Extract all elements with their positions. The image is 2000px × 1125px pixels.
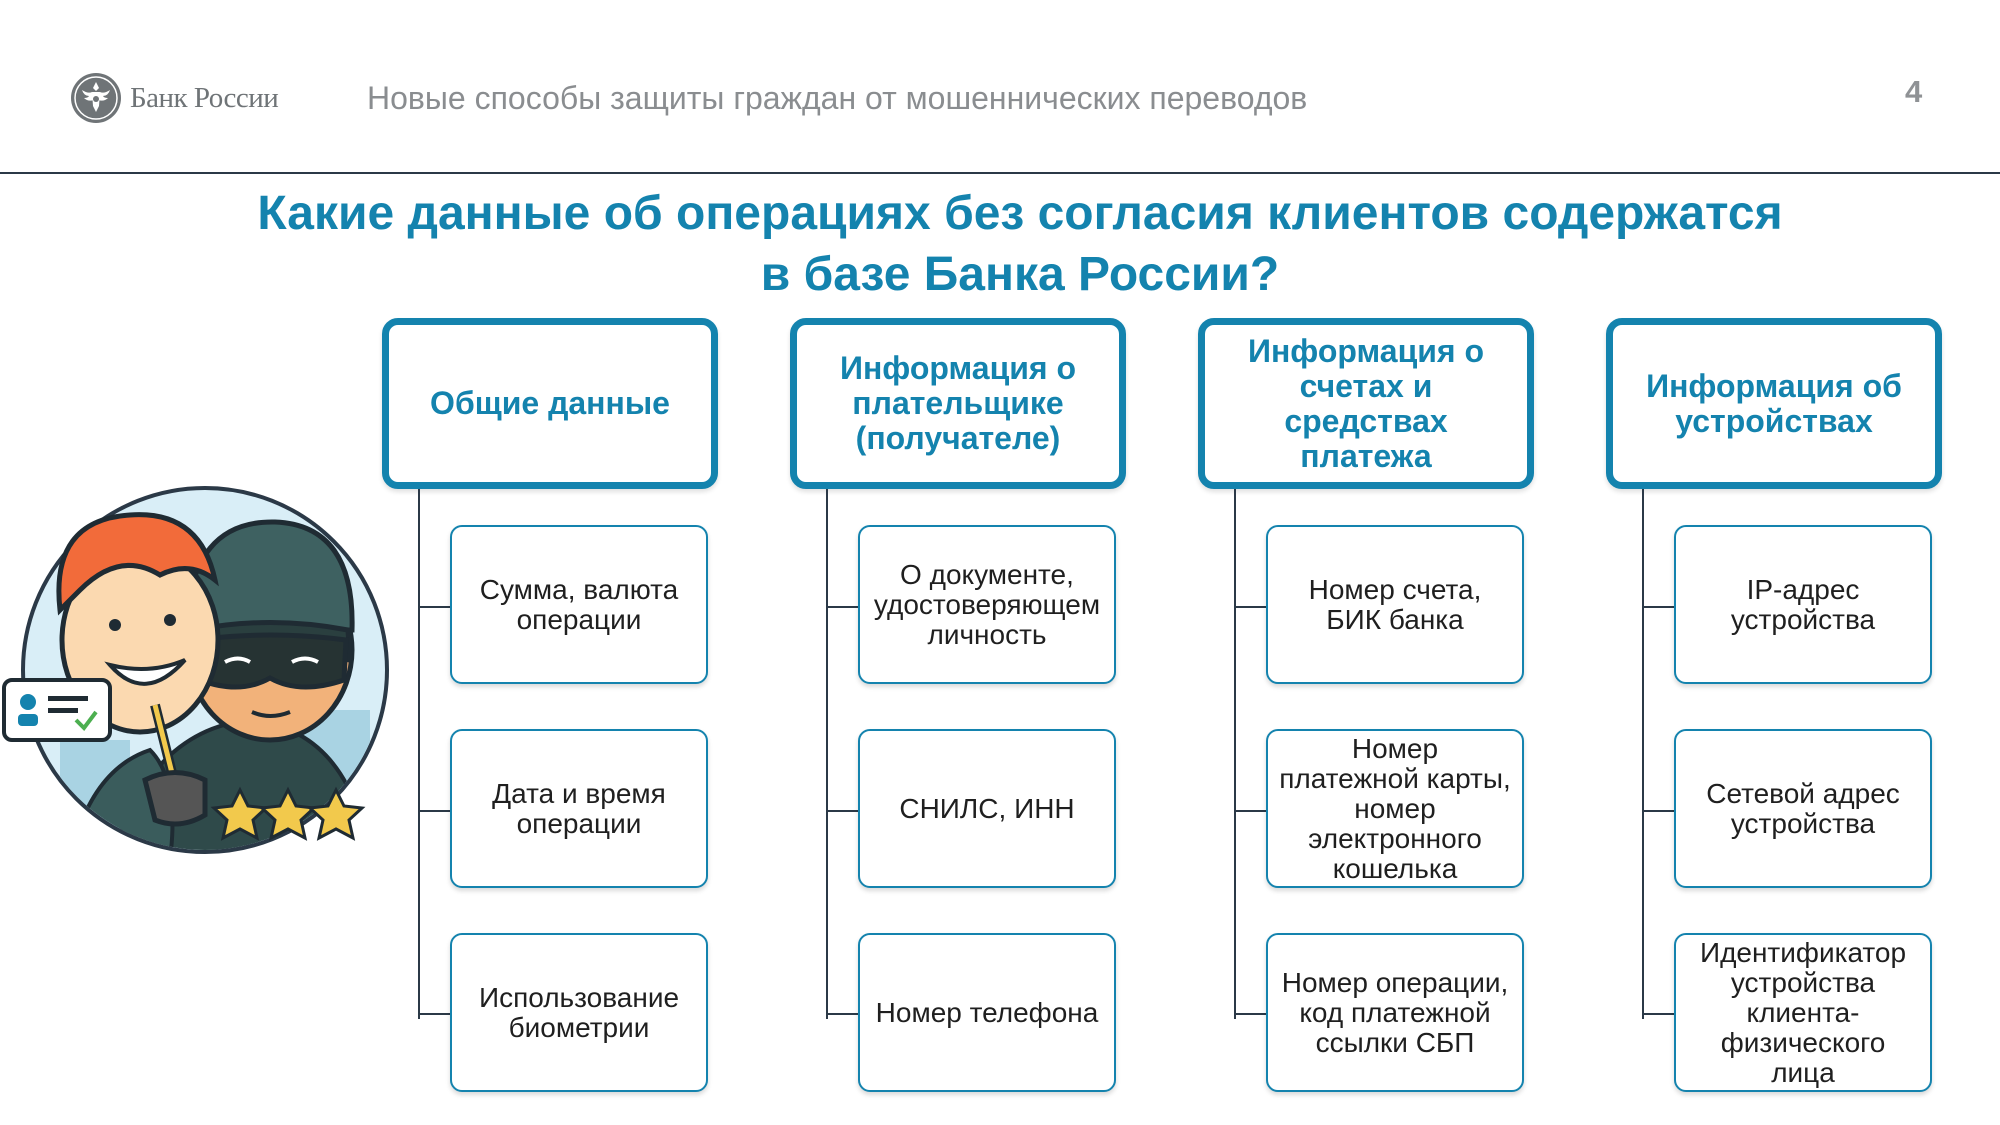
data-item-label: СНИЛС, ИНН — [899, 792, 1075, 824]
data-item-label: Использование биометрии — [478, 981, 680, 1043]
category-title: Общие данные — [430, 385, 670, 421]
page-number: 4 — [1905, 74, 1923, 109]
data-item — [1674, 525, 1932, 684]
data-item-label: Номер операции, код платежной ссылки СБП — [1281, 966, 1509, 1058]
data-item-label: Сетевой адрес устройства — [1706, 777, 1900, 839]
connector-horizontal — [1642, 606, 1674, 608]
connector-horizontal — [418, 1013, 450, 1015]
data-item — [450, 729, 708, 888]
connector-vertical — [1642, 489, 1644, 1019]
slide-title — [150, 183, 1890, 305]
data-item — [450, 933, 708, 1092]
slide-subtitle: Новые способы защиты граждан от мошеннических переводов — [367, 80, 1308, 116]
victim-and-fraudster-illustration — [0, 480, 400, 860]
slide-header — [0, 0, 2000, 174]
data-item-label: Номер счета, БИК банка — [1308, 573, 1482, 635]
connector-horizontal — [1642, 1013, 1674, 1015]
data-item-label: Номер телефона — [875, 996, 1099, 1028]
connector-vertical — [826, 489, 828, 1019]
category-payer-info — [790, 318, 1126, 489]
connector-vertical — [1234, 489, 1236, 1019]
category-title: Информация об устройствах — [1646, 367, 1902, 439]
data-item — [1674, 729, 1932, 888]
connector-horizontal — [418, 810, 450, 812]
data-item — [1266, 729, 1524, 888]
data-item-label: Номер платежной карты, номер электронного кошелька — [1279, 732, 1511, 884]
connector-horizontal — [826, 1013, 858, 1015]
category-general-data — [382, 318, 718, 489]
connector-horizontal — [1234, 810, 1266, 812]
data-item — [1266, 525, 1524, 684]
connector-horizontal — [1234, 1013, 1266, 1015]
double-eagle-emblem-icon — [70, 72, 122, 124]
data-item — [1266, 933, 1524, 1092]
slide-title-line-1: Какие данные об операциях без согласия клиентов содержатся — [257, 187, 1783, 240]
connector-horizontal — [418, 606, 450, 608]
data-item — [450, 525, 708, 684]
connector-vertical — [418, 489, 420, 1019]
slide-title-line-2: в базе Банка России? — [760, 248, 1280, 301]
bank-logo — [70, 72, 278, 124]
data-item — [858, 933, 1116, 1092]
data-item-label: О документе, удостоверяющем личность — [873, 558, 1101, 650]
connector-horizontal — [826, 810, 858, 812]
category-title: Информация о счетах и средствах платежа — [1247, 332, 1485, 474]
category-devices-info — [1606, 318, 1942, 489]
connector-horizontal — [1234, 606, 1266, 608]
data-item-label: Идентификатор устройства клиента- физического лица — [1699, 936, 1907, 1088]
connector-horizontal — [1642, 810, 1674, 812]
logo-text: Банк России — [130, 81, 279, 114]
data-item — [858, 525, 1116, 684]
data-item-label: Сумма, валюта операции — [479, 573, 679, 635]
data-item — [858, 729, 1116, 888]
category-accounts-info — [1198, 318, 1534, 489]
data-item — [1674, 933, 1932, 1092]
data-item-label: Дата и время операции — [492, 777, 666, 839]
data-item-label: IP-адрес устройства — [1730, 573, 1876, 635]
illustration-svg — [0, 480, 400, 860]
header-divider — [0, 172, 2000, 174]
connector-horizontal — [826, 606, 858, 608]
category-title: Информация о плательщике (получателе) — [839, 350, 1077, 456]
